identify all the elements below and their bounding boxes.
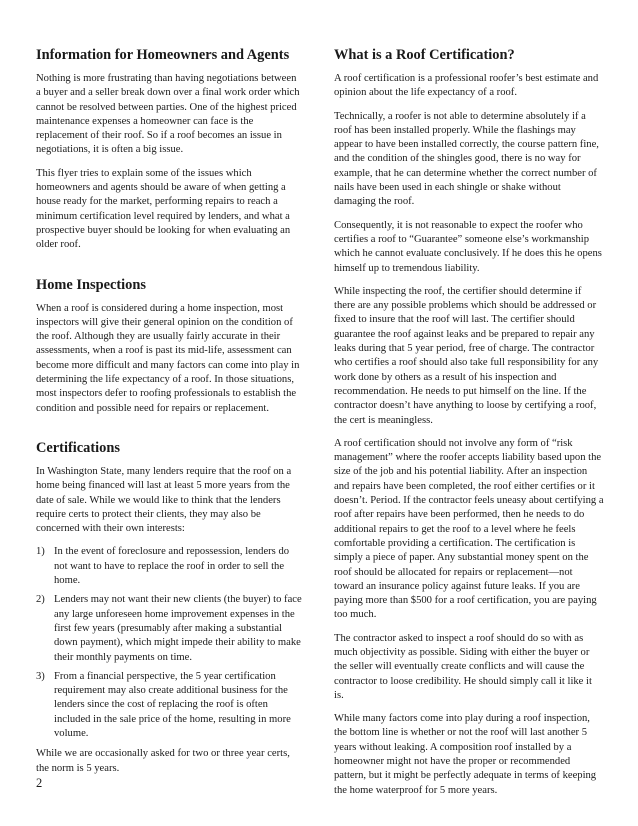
list-item-text: From a financial perspective, the 5 year certification requirement may also create additional business for the lenders since the cost of replacing the roof is often included in the sale price of the home, resulting in more volume. [54, 670, 291, 739]
list-item-number: 3) [36, 670, 45, 682]
certifications-paragraph-2: While we are occasionally asked for two or three year certs, the norm is 5 years. [36, 748, 290, 774]
certifications-paragraph-1: In Washington State, many lenders require that the roof on a home being financed will last at least 5 more years from the date of sale. While we would like to think that the lenders require certs to protect their clients, they may also be concerned with their own interests: [36, 465, 292, 535]
roof-certification-heading: What is a Roof Certification? [334, 47, 515, 63]
left-column [36, 46, 302, 785]
list-item [36, 670, 302, 741]
list-item [36, 593, 302, 664]
roof-certification-paragraph-2: Technically, a roofer is not able to determine absolutely if a roof has been installed properly. While the flashings may appear to have been installed correctly, the course pattern fine, and the condition of the shingles good, there is no way for example, that he can determine whether the correct number of nails have been used in each shingle or shake without damaging the roof. [334, 110, 599, 208]
roof-certification-section [334, 46, 604, 798]
certifications-list [36, 545, 302, 741]
list-item-text: Lenders may not want their new clients (the buyer) to face any large unforeseen home improvement expenses in the first few years (presumably after making a substantial down payment), which might impede their ability to make their monthly payments on time. [54, 594, 302, 663]
list-item [36, 545, 302, 588]
inspections-heading: Home Inspections [36, 276, 146, 293]
homeowners-paragraph-2: This flyer tries to explain some of the issues which homeowners and agents should be aware of when getting a house ready for the market, performing repairs to reach a minimum certification level required by lenders, and what a prospective buyer should be looking for when evaluating an older roof. [36, 167, 291, 251]
roof-certification-paragraph-7: While many factors come into play during a roof inspection, the bottom line is whether or not the roof will last another 5 years without leaking. A composition roof installed by a homeowner might not have the proper or recommended pattern, but it might be perfectly adequate in terms of keeping the home waterproof for 5 more years. [334, 713, 597, 796]
roof-certification-paragraph-1: A roof certification is a professional roofer’s best estimate and opinion about the life expectancy of a roof. [334, 73, 599, 99]
certifications-heading: Certifications [36, 439, 120, 456]
roof-certification-paragraph-3: Consequently, it is not reasonable to expect the roofer who certifies a roof to “Guarantee” someone else’s workmanship which he cannot evaluate conclusively. If he does this he opens himself up to tremendous liability. [334, 219, 602, 274]
list-item-number: 1) [36, 546, 45, 558]
inspections-paragraph-1: When a roof is considered during a home inspection, most inspectors will give their general opinion on the condition of the roof. Although they are usually fairly accurate in their assessments, when a roof is past its mid-life, assessment can become more difficult and many factors can come into play in determining the life expectancy of a roof. In those situations, most inspectors defer to roofing professionals to establish the condition and possible need for repairs or replacement. [36, 302, 300, 414]
certifications-section [36, 439, 302, 776]
list-item-text: In the event of foreclosure and repossession, lenders do not want to have to replace the roof in order to sell the home. [54, 546, 290, 587]
homeowners-paragraph-1: Nothing is more frustrating than having negotiations between a buyer and a seller break down over a final work order which cannot be resolved between parties. One of the highest priced maintenance expenses a homeowner can face is the replacement of their roof. So if a roof becomes an issue in negotiations, it is often a big issue. [36, 73, 300, 156]
right-column [334, 46, 604, 807]
roof-certification-paragraph-5: A roof certification should not involve any form of “risk management” where the roofer accepts liability based upon the size of the job and his potential liability. After an inspection and repairs have been completed, the roof either certifies or it doesn’t. Period. If the contractor feels uneasy about certifying a roof after repairs have been performed, then he needs to do additional repairs to get the roof to a level where he feels comfortable providing a certification. The certification is simply a piece of paper. Any substantial money spent on the roof should be allocated for repairs or replacement—not toward an insurance policy against future leaks. If you are paying more than $500 for a roof certification, you are paying too much. [334, 437, 604, 621]
homeowners-heading: Information for Homeowners and Agents [36, 47, 290, 63]
page-number: 2 [36, 776, 43, 790]
roof-certification-paragraph-6: The contractor asked to inspect a roof should do so with as much objectivity as possible. Siding with either the buyer or the seller will eventually create conflicts and will cause the contractor to loose credibility. He should simply call it like it is. [334, 632, 592, 701]
inspections-section [36, 276, 302, 416]
homeowners-section [36, 46, 302, 253]
list-item-number: 2) [36, 594, 45, 606]
roof-certification-paragraph-4: While inspecting the roof, the certifier should determine if there are any possible problems which should be addressed or fixed to insure that the roof will last. The certifier should guarantee the roof against leaks and be prepared to repair any leaks during that 5 year period, free of charge. The contractor who certifies a roof should also take full responsibility for any work done by others as a result of his inspection and recommendation. He needs to put himself on the line. If the contractor doesn’t have anything to loose by certifying a roof, the cert is meaningless. [334, 285, 599, 426]
